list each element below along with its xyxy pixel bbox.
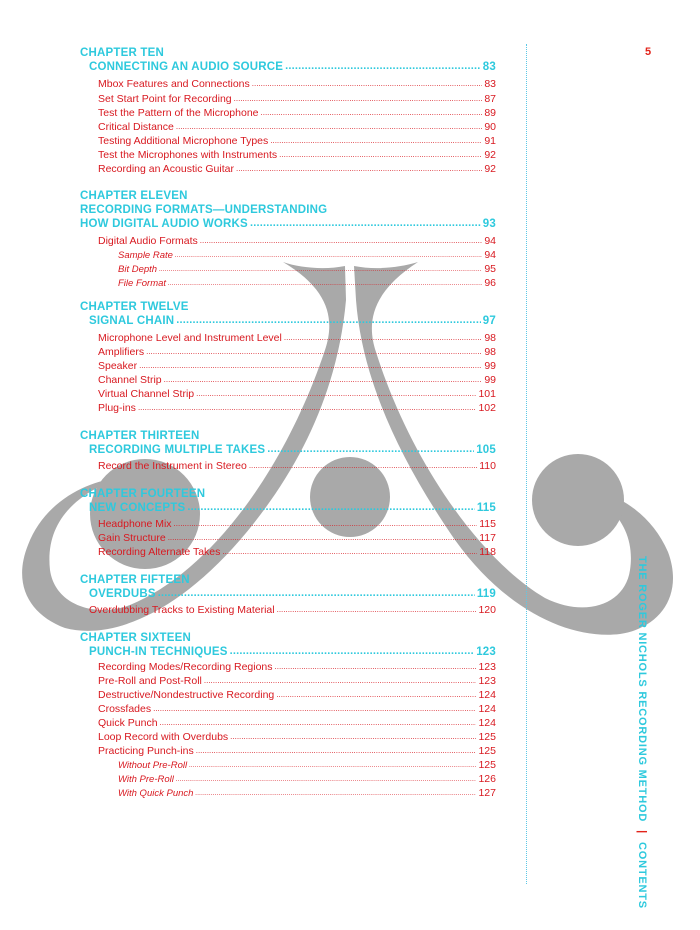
toc-entry[interactable] [98, 459, 496, 473]
entry-title: With Quick Punch [118, 788, 194, 799]
chapter-label: CHAPTER TWELVE [80, 301, 189, 313]
dot-leader [277, 603, 477, 613]
dot-leader [174, 517, 478, 527]
entry-title: Amplifiers [98, 346, 145, 358]
toc-entry[interactable] [98, 162, 496, 176]
page-ref: 94 [484, 235, 496, 247]
toc-entry[interactable] [98, 234, 496, 248]
dot-leader [276, 688, 476, 698]
page-ref: 123 [478, 675, 496, 687]
entry-title: Crossfades [98, 703, 152, 715]
entry-title: Digital Audio Formats [98, 235, 198, 247]
chapter-title-line: RECORDING FORMATS—UNDERSTANDING [80, 204, 328, 216]
dot-leader [249, 459, 477, 469]
dot-leader [200, 234, 483, 244]
page-ref: 125 [478, 759, 496, 771]
entry-title: Sample Rate [118, 250, 173, 261]
toc-subentry[interactable] [118, 772, 496, 786]
entry-title: Record the Instrument in Stereo [98, 460, 247, 472]
page-ref: 95 [484, 263, 496, 275]
chapter-title: SIGNAL CHAIN [89, 315, 175, 327]
entry-title: Loop Record with Overdubs [98, 731, 229, 743]
page-ref: 115 [479, 518, 496, 530]
page-ref: 105 [476, 444, 496, 456]
page-ref: 101 [478, 388, 496, 400]
dot-leader [236, 162, 482, 172]
page-ref: 125 [478, 745, 496, 757]
page-ref: 124 [478, 703, 496, 715]
dot-leader [153, 702, 476, 712]
entry-title: Recording Alternate Takes [98, 546, 221, 558]
toc-subentry[interactable] [118, 248, 496, 262]
toc-entry[interactable] [98, 106, 496, 120]
chapter-title-row[interactable] [89, 645, 496, 659]
page-ref: 120 [478, 604, 496, 616]
toc-entry[interactable] [98, 77, 496, 91]
toc-entry[interactable] [98, 744, 496, 758]
entry-title: Without Pre-Roll [118, 760, 188, 771]
chapter-label: CHAPTER TEN [80, 47, 164, 59]
toc-subentry[interactable] [118, 758, 496, 772]
title-separator: | [636, 830, 648, 835]
dot-leader [250, 217, 481, 227]
dot-leader [168, 531, 478, 541]
chapter-title: CONNECTING AN AUDIO SOURCE [89, 61, 284, 73]
page-ref: 89 [484, 107, 496, 119]
dot-leader [176, 120, 482, 130]
entry-title: Quick Punch [98, 717, 158, 729]
entry-title: Recording Modes/Recording Regions [98, 661, 273, 673]
dot-leader [261, 106, 483, 116]
entry-title: File Format [118, 278, 167, 289]
dot-leader [230, 645, 475, 655]
page-ref: 83 [482, 61, 496, 73]
toc-entry[interactable] [98, 531, 496, 545]
toc-entry[interactable] [98, 730, 496, 744]
page-ref: 119 [476, 588, 496, 600]
dot-leader [176, 314, 481, 324]
dot-leader [159, 262, 482, 272]
toc-entry[interactable] [98, 688, 496, 702]
chapter-title: NEW CONCEPTS [89, 502, 186, 514]
toc-entry[interactable] [98, 716, 496, 730]
entry-title: Critical Distance [98, 121, 174, 133]
dot-leader [187, 501, 475, 511]
entry-title: Bit Depth [118, 264, 158, 275]
chapter-label: CHAPTER FIFTEEN [80, 574, 190, 586]
dot-leader [176, 772, 477, 782]
toc-entry[interactable] [89, 603, 496, 617]
toc-entry[interactable] [98, 702, 496, 716]
toc-entry[interactable] [98, 517, 496, 531]
page-ref: 110 [479, 460, 496, 472]
entry-title: Mbox Features and Connections [98, 78, 250, 90]
entry-title: Pre-Roll and Post-Roll [98, 675, 202, 687]
dot-leader [146, 345, 482, 355]
toc-subentry[interactable] [118, 262, 496, 276]
chapter-label: CHAPTER SIXTEEN [80, 632, 191, 644]
chapter-title: RECORDING MULTIPLE TAKES [89, 444, 266, 456]
page-ref: 91 [484, 135, 496, 147]
page-ref: 98 [484, 346, 496, 358]
toc-entry[interactable] [98, 92, 496, 106]
chapter-title: PUNCH-IN TECHNIQUES [89, 646, 228, 658]
entry-title: Speaker [98, 360, 138, 372]
page-ref: 125 [478, 731, 496, 743]
entry-title: Plug-ins [98, 402, 136, 414]
toc-entry[interactable] [98, 359, 496, 373]
chapter-title: OVERDUBS [89, 588, 156, 600]
page-ref: 124 [478, 689, 496, 701]
dot-leader [275, 660, 477, 670]
chapter-title-row[interactable] [89, 587, 496, 601]
dot-leader [252, 77, 483, 87]
entry-title: Testing Additional Microphone Types [98, 135, 269, 147]
dot-leader [196, 744, 477, 754]
section-title: CONTENTS [636, 842, 648, 909]
page-ref: 117 [479, 532, 496, 544]
page-ref: 94 [484, 249, 496, 261]
toc-entry[interactable] [98, 387, 496, 401]
toc-subentry[interactable] [118, 276, 496, 290]
entry-title: Test the Microphones with Instruments [98, 149, 278, 161]
toc-entry[interactable] [98, 345, 496, 359]
page-ref: 126 [478, 773, 496, 785]
chapter-label: CHAPTER ELEVEN [80, 190, 188, 202]
dot-leader [222, 545, 477, 555]
chapter-label: CHAPTER FOURTEEN [80, 488, 206, 500]
toc-entry[interactable] [98, 373, 496, 387]
dot-leader [158, 587, 475, 597]
page-ref: 90 [484, 121, 496, 133]
toc-entry[interactable] [98, 674, 496, 688]
page-ref: 123 [478, 661, 496, 673]
page-ref: 127 [478, 787, 496, 799]
dot-leader [284, 331, 482, 341]
page-ref: 124 [478, 717, 496, 729]
page-ref: 99 [484, 374, 496, 386]
dot-leader [270, 134, 482, 144]
page-ref: 98 [484, 332, 496, 344]
dot-leader [234, 92, 483, 102]
dot-leader [164, 373, 483, 383]
chapter-title-row[interactable] [89, 314, 496, 328]
toc-entry[interactable] [98, 401, 496, 415]
entry-title: Practicing Punch-ins [98, 745, 194, 757]
page-ref: 93 [482, 218, 496, 230]
dot-leader [195, 786, 476, 796]
toc-entry[interactable] [98, 331, 496, 345]
dot-leader [138, 401, 477, 411]
entry-title: Microphone Level and Instrument Level [98, 332, 282, 344]
page-ref: 118 [479, 546, 496, 558]
entry-title: Overdubbing Tracks to Existing Material [89, 604, 275, 616]
page-number: 5 [645, 46, 652, 58]
page-ref: 99 [484, 360, 496, 372]
running-title [636, 556, 648, 909]
entry-title: With Pre-Roll [118, 774, 174, 785]
book-title: THE ROGER NICHOLS RECORDING METHOD [636, 556, 648, 823]
toc-entry[interactable] [98, 134, 496, 148]
toc-subentry[interactable] [118, 786, 496, 800]
dot-leader [139, 359, 482, 369]
dot-leader [175, 248, 482, 258]
page-ref: 92 [484, 149, 496, 161]
page-ref: 115 [476, 502, 496, 514]
column-divider [526, 44, 527, 884]
chapter-title-row[interactable] [80, 217, 496, 231]
entry-title: Channel Strip [98, 374, 162, 386]
chapter-title: HOW DIGITAL AUDIO WORKS [80, 218, 248, 230]
toc-entry[interactable] [98, 120, 496, 134]
chapter-title-row[interactable] [89, 443, 496, 457]
dot-leader [285, 60, 481, 70]
chapter-title-row[interactable] [89, 60, 496, 74]
entry-title: Set Start Point for Recording [98, 93, 232, 105]
dot-leader [196, 387, 476, 397]
page-ref: 87 [484, 93, 496, 105]
page-ref: 97 [482, 315, 496, 327]
entry-title: Headphone Mix [98, 518, 172, 530]
entry-title: Virtual Channel Strip [98, 388, 195, 400]
entry-title: Gain Structure [98, 532, 166, 544]
toc-entry[interactable] [98, 660, 496, 674]
dot-leader [230, 730, 476, 740]
entry-title: Destructive/Nondestructive Recording [98, 689, 275, 701]
toc-entry[interactable] [98, 148, 496, 162]
page-ref: 83 [484, 78, 496, 90]
entry-title: Test the Pattern of the Microphone [98, 107, 259, 119]
page-ref: 102 [478, 402, 496, 414]
dot-leader [267, 443, 474, 453]
dot-leader [189, 758, 476, 768]
dot-leader [279, 148, 482, 158]
dot-leader [204, 674, 477, 684]
page-ref: 123 [476, 646, 496, 658]
dot-leader [160, 716, 477, 726]
page-ref: 96 [484, 277, 496, 289]
page-ref: 92 [484, 163, 496, 175]
entry-title: Recording an Acoustic Guitar [98, 163, 234, 175]
dot-leader [168, 276, 482, 286]
chapter-title-row[interactable] [89, 501, 496, 515]
toc-entry[interactable] [98, 545, 496, 559]
chapter-label: CHAPTER THIRTEEN [80, 430, 200, 442]
